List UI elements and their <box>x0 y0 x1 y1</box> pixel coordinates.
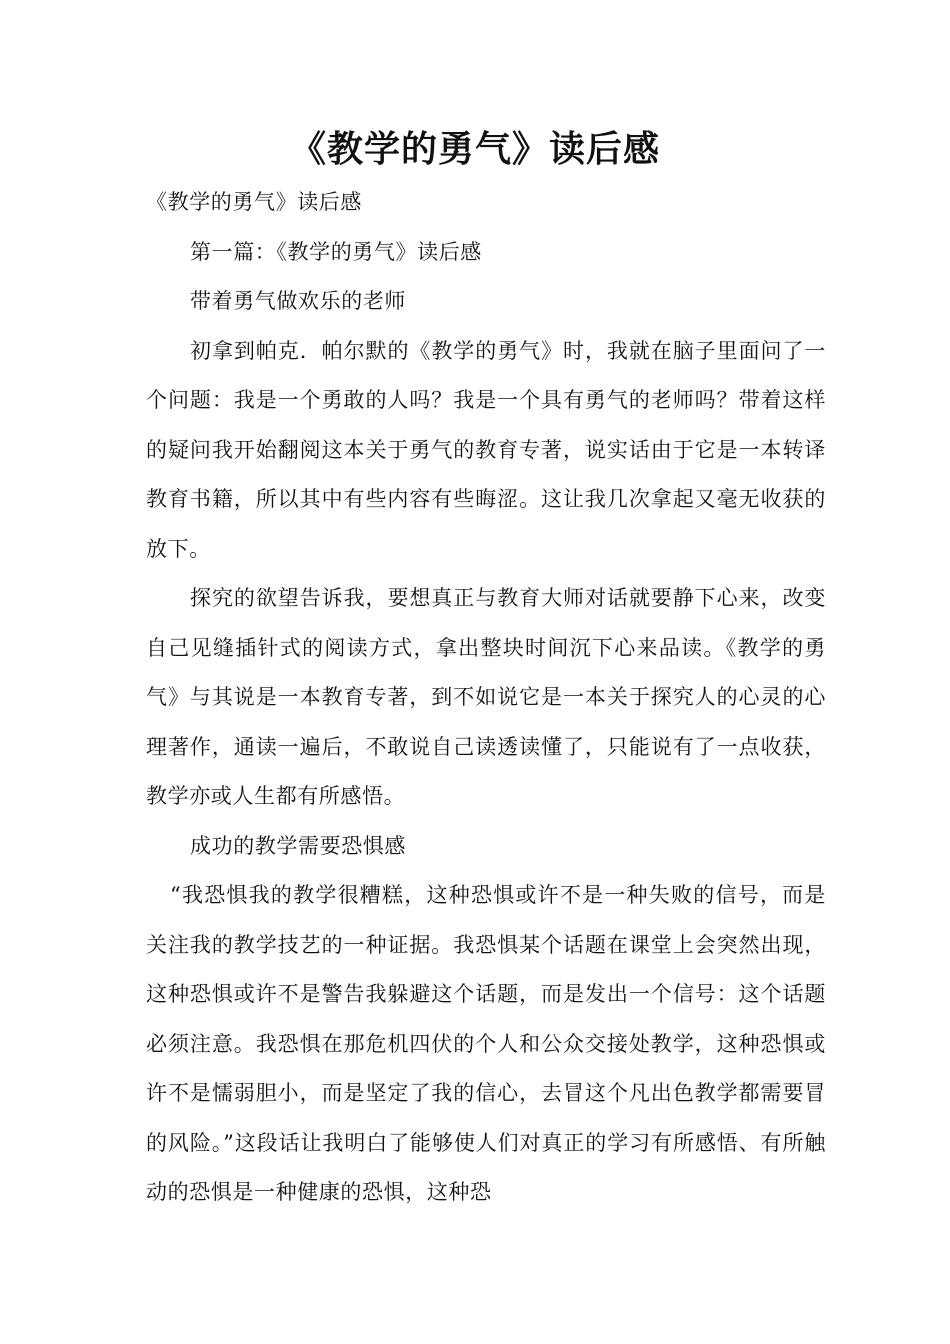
paragraph-2: 探究的欲望告诉我，要想真正与教育大师对话就要静下心来，改变自己见缝插针式的阅读方式，拿出整块时间沉下心来品读。《教学的勇气》与其说是一本教育专著，到不如说它是一本关于探究人的心灵的心理著作，通读一遍后，不敢说自己读透读懂了，只能说有了一点收获，教学亦或人生都有所感悟。 <box>146 586 826 808</box>
paragraph-1: 初拿到帕克．帕尔默的《教学的勇气》时，我就在脑子里面问了一个问题：我是一个勇敢的人吗？我是一个具有勇气的老师吗？带着这样的疑问我开始翻阅这本关于勇气的教育专著，说实话由于它是一本转译教育书籍，所以其中有些内容有些晦涩。这让我几次拿起又毫无收获的放下。 <box>146 338 826 561</box>
document-title: 《教学的勇气》读后感 <box>289 129 660 170</box>
essay-heading: 带着勇气做欢乐的老师 <box>190 289 406 313</box>
document-body <box>146 178 826 1218</box>
document-subtitle: 《教学的勇气》读后感 <box>146 190 362 214</box>
paragraph-3: “我恐惧我的教学很糟糕，这种恐惧或许不是一种失败的信号，而是关注我的教学技艺的一种证据。我恐惧某个话题在课堂上会突然出现，这种恐惧或许不是警告我躲避这个话题，而是发出一个信号：这个话题必须注意。我恐惧在那危机四伏的个人和公众交接处教学，这种恐惧或许不是懦弱胆小，而是坚定了我的信心，去冒这个凡出色教学都需要冒的风险。”这段话让我明白了能够使人们对真正的学习有所感悟、有所触动的恐惧是一种健康的恐惧，这种恐 <box>146 883 826 1204</box>
sub-heading: 成功的教学需要恐惧感 <box>190 833 406 858</box>
section-heading: 第一篇：《教学的勇气》读后感 <box>190 239 482 264</box>
